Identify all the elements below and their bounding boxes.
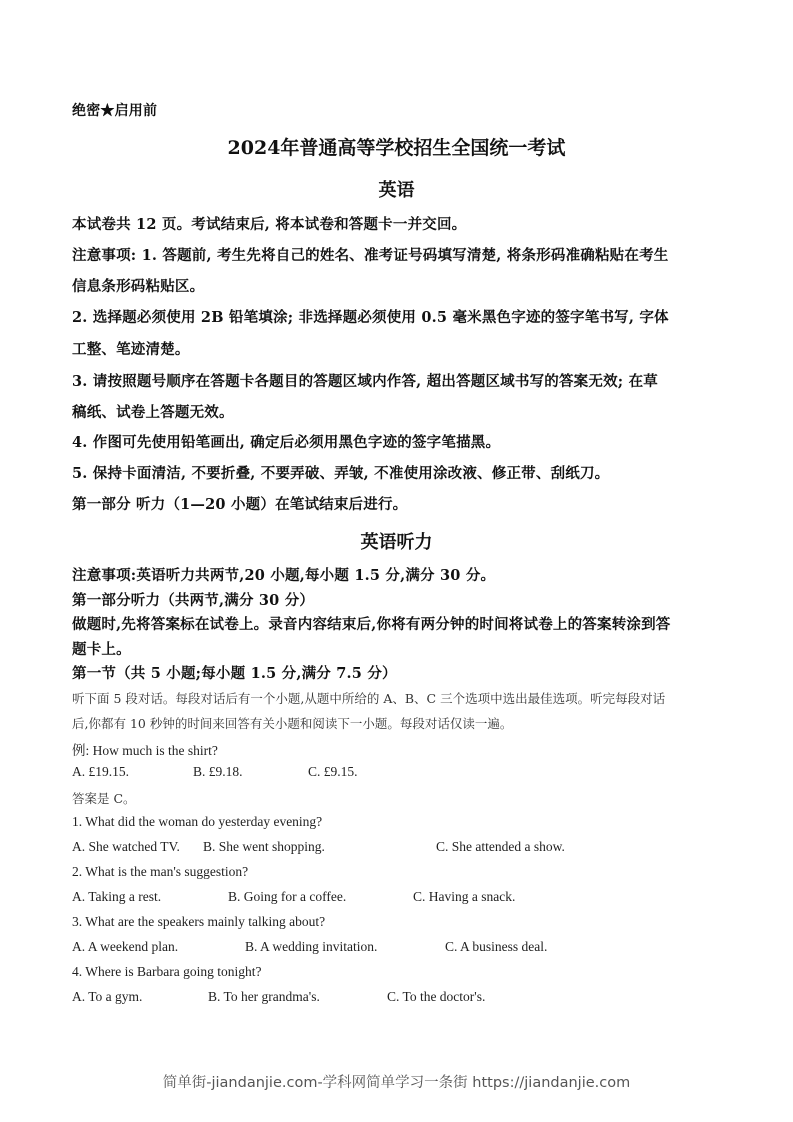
note-3-line-2: 稿纸、试卷上答题无效。 (72, 404, 234, 421)
exam-title: 2024年普通高等学校招生全国统一考试 (227, 137, 566, 159)
subject-title: 英语 (378, 180, 415, 201)
question-2: 2. What is the man's suggestion? (72, 864, 249, 879)
footer-watermark: 简单街-jiandanjie.com-学科网简单学习一条街 https://jiandanjie.com (162, 1075, 631, 1091)
question-3-option-b: B. A wedding invitation. (245, 939, 378, 954)
page-info: 本试卷共 12 页。考试结束后, 将本试卷和答题卡一并交回。 (72, 216, 467, 233)
note-2-line-2: 工整、笔迹清楚。 (72, 341, 190, 358)
note-4: 4. 作图可先使用铅笔画出, 确定后必须用黑色字迹的签字笔描黑。 (72, 434, 501, 451)
listening-direction-line-1: 做题时,先将答案标在试卷上。录音内容结束后,你将有两分钟的时间将试卷上的答案转涂到答 (72, 616, 671, 633)
question-2-option-c: C. Having a snack. (413, 889, 516, 904)
listening-part-title: 第一部分听力（共两节,满分 30 分） (72, 592, 315, 609)
section-desc-line-2: 后,你都有 10 秒钟的时间来回答有关小题和阅读下一小题。每段对话仅读一遍。 (72, 716, 513, 731)
note-1-line-1: 注意事项: 1. 答题前, 考生先将自己的姓名、准考证号码填写清楚, 将条形码准确粘贴在考生 (72, 247, 669, 264)
note-1-line-2: 信息条形码粘贴区。 (72, 278, 205, 295)
question-1-option-c: C. She attended a show. (436, 839, 565, 854)
question-1-option-b: B. She went shopping. (203, 839, 325, 854)
listening-notice: 注意事项:英语听力共两节,20 小题,每小题 1.5 分,满分 30 分。 (72, 567, 496, 584)
section-desc-line-1: 听下面 5 段对话。每段对话后有一个小题,从题中所给的 A、B、C 三个选项中选出最佳选项。听完每段对话 (72, 691, 666, 706)
section-1-title: 第一节（共 5 小题;每小题 1.5 分,满分 7.5 分） (72, 665, 397, 682)
question-2-option-b: B. Going for a coffee. (228, 889, 347, 904)
example-question: 例: How much is the shirt? (72, 743, 218, 758)
example-answer: 答案是 C。 (72, 791, 136, 806)
question-4-option-c: C. To the doctor's. (387, 989, 486, 1004)
question-1: 1. What did the woman do yesterday evening? (72, 814, 323, 829)
question-3: 3. What are the speakers mainly talking about? (72, 914, 326, 929)
example-option-b: B. £9.18. (193, 764, 243, 779)
question-4-option-a: A. To a gym. (72, 989, 143, 1004)
confidential-label: 绝密★启用前 (72, 103, 158, 119)
listening-heading: 英语听力 (360, 532, 433, 553)
example-option-c: C. £9.15. (308, 764, 358, 779)
question-4: 4. Where is Barbara going tonight? (72, 964, 262, 979)
note-3-line-1: 3. 请按照题号顺序在答题卡各题目的答题区域内作答, 超出答题区域书写的答案无效; 在草 (72, 373, 658, 390)
note-5: 5. 保持卡面清洁, 不要折叠, 不要弄破、弄皱, 不准使用涂改液、修正带、刮纸刀。 (72, 465, 610, 482)
question-3-option-a: A. A weekend plan. (72, 939, 179, 954)
example-option-a: A. £19.15. (72, 764, 129, 779)
note-2-line-1: 2. 选择题必须使用 2B 铅笔填涂; 非选择题必须使用 0.5 毫米黑色字迹的签字笔书写, 字体 (72, 309, 669, 326)
question-2-option-a: A. Taking a rest. (72, 889, 162, 904)
question-1-option-a: A. She watched TV. (72, 839, 180, 854)
listening-direction-line-2: 题卡上。 (72, 641, 131, 658)
question-4-option-b: B. To her grandma's. (208, 989, 320, 1004)
part-1-note: 第一部分 听力（1—20 小题）在笔试结束后进行。 (72, 496, 408, 513)
question-3-option-c: C. A business deal. (445, 939, 548, 954)
